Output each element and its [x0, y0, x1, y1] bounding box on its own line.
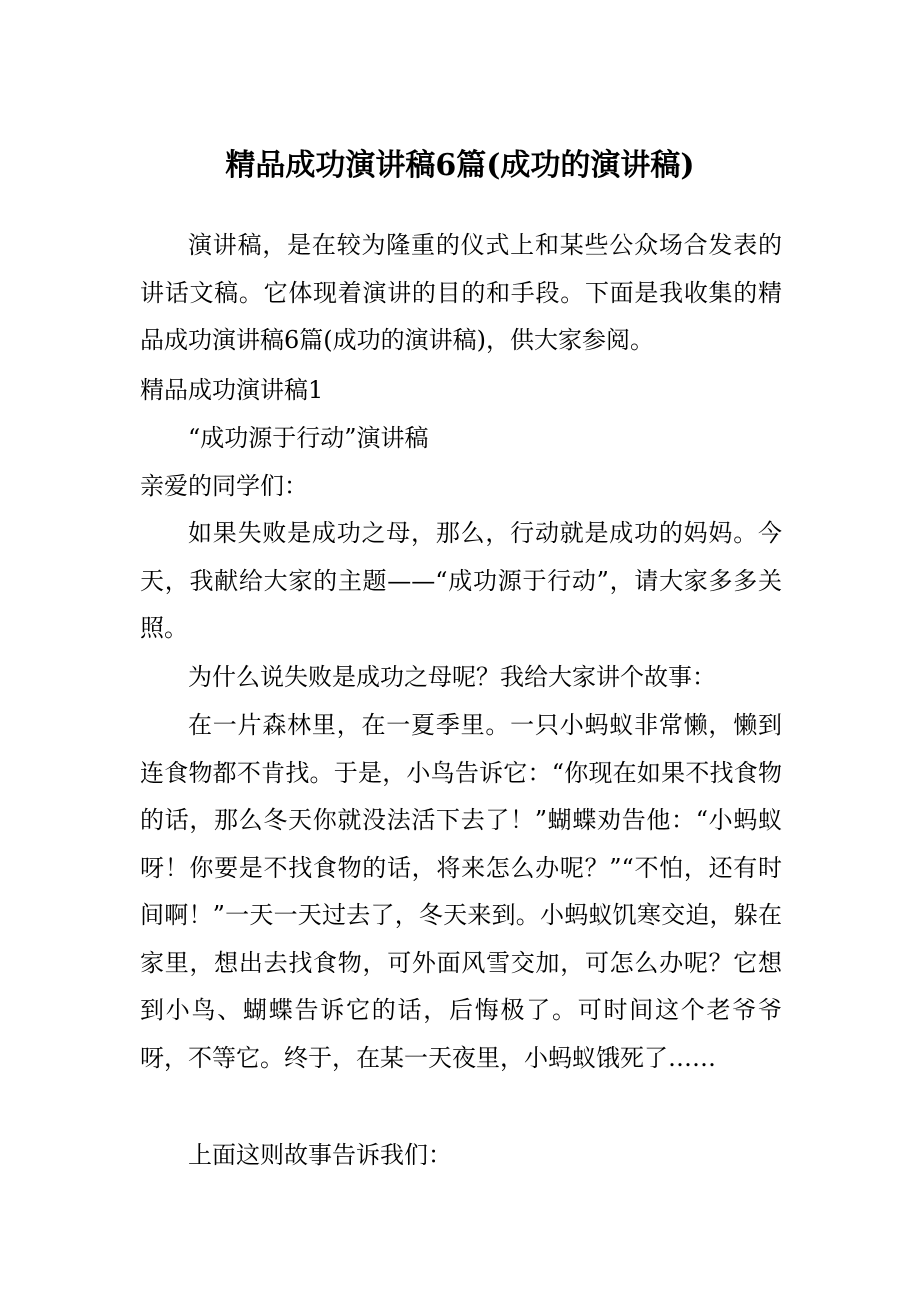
- intro-paragraph: 演讲稿，是在较为隆重的仪式上和某些公众场合发表的讲话文稿。它体现着演讲的目的和手段。下面是我收集的精品成功演讲稿6篇(成功的演讲稿)，供大家参阅。: [140, 231, 782, 354]
- document-title: 精品成功演讲稿6篇(成功的演讲稿): [225, 148, 695, 183]
- paragraph-1: 如果失败是成功之母，那么，行动就是成功的妈妈。今天，我献给大家的主题——“成功源于行动”，请大家多多关照。: [140, 519, 782, 642]
- paragraph-4: 上面这则故事告诉我们：: [188, 1141, 452, 1169]
- speech-title: “成功源于行动”演讲稿: [188, 424, 429, 452]
- paragraph-3: 在一片森林里，在一夏季里。一只小蚂蚁非常懒，懒到连食物都不肯找。于是，小鸟告诉它：“你现在如果不找食物的话，那么冬天你就没法活下去了！”蝴蝶劝告他：“小蚂蚁呀！你要是不找食物的话，将来怎么办呢？”“不怕，还有时间啊！”一天一天过去了，冬天来到。小蚂蚁饥寒交迫，躲在家里，想出去找食物，可外面风雪交加，可怎么办呢？它想到小鸟、蝴蝶告诉它的话，后悔极了。可时间这个老爷爷呀，不等它。终于，在某一天夜里，小蚂蚁饿死了……: [140, 711, 782, 1072]
- paragraph-2: 为什么说失败是成功之母呢？我给大家讲个故事：: [188, 663, 716, 691]
- section-heading: 精品成功演讲稿1: [140, 376, 324, 404]
- salutation: 亲爱的同学们：: [140, 472, 308, 500]
